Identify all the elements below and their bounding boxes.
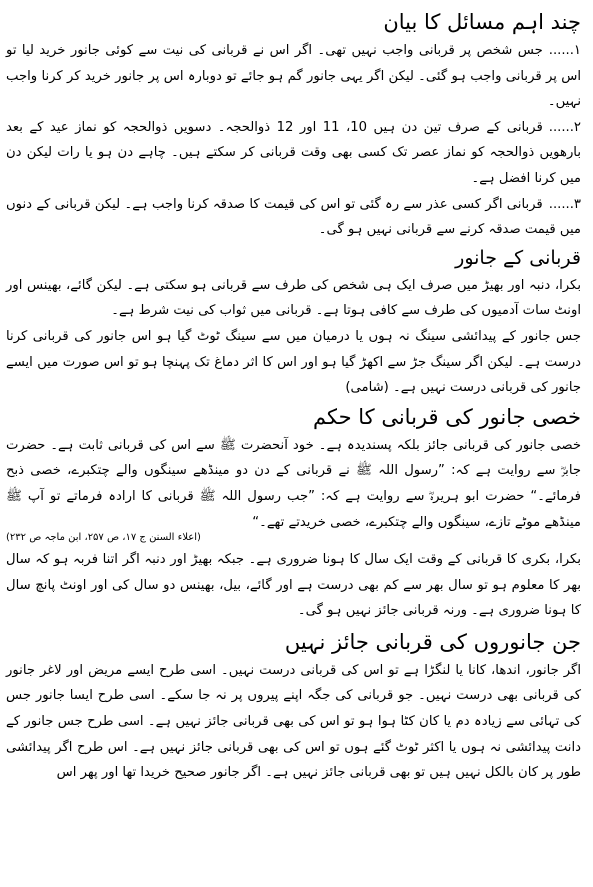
section-heading-not-allowed: جن جانوروں کی قربانی جائز نہیں	[284, 629, 581, 654]
issue-number: ۳......	[548, 196, 581, 212]
age-paragraph: بکرا، بکری کا قربانی کے وقت ایک سال کا ہونا ضروری ہے۔ جبکہ بھیڑ اور دنبہ اگر اتنا فربہ ہو کہ سال بھر کا معلوم ہو تو سال بھر سے کم بھی درست ہے اور گائے، بیل، بھینس دو سال کی اور اونٹ پانچ سال کا ہونا ضروری ہے۔ ورنہ قربانی جائز نہیں ہو گی۔	[6, 552, 581, 619]
animals-paragraph-1: بکرا، دنبہ اور بھیڑ میں صرف ایک ہی شخص کی طرف سے قربانی ہو سکتی ہے۔ لیکن گائے، بھینس اور اونٹ سات آدمیوں کی طرف سے کافی ہوتا ہے۔ قربانی میں ثواب کی نیت شرط ہے۔	[6, 277, 581, 319]
issue-number: ۲......	[548, 119, 582, 135]
section-heading-animals: قربانی کے جانور	[455, 246, 581, 269]
animals-paragraph-2: جس جانور کے پیدائشی سینگ نہ ہوں یا درمیان میں سے سینگ ٹوٹ گیا ہو اس جانور کی قربانی کرنا درست ہے۔ لیکن اگر سینگ جڑ سے اکھڑ گیا ہو اور اس کا اثر دماغ تک پہنچا ہو تو اس صورت میں ایسے جانور کی قربانی درست نہیں ہے۔ (شامی)	[6, 328, 581, 396]
issue-text: جس شخص پر قربانی واجب نہیں تھی۔ اگر اس نے قربانی کی نیت سے کوئی جانور خرید لیا تو اس پر قربانی واجب ہو گئی۔ لیکن اگر یہی جانور گم ہو جائے تو دوبارہ اس پر جانور خرید کر کرنا واجب نہیں۔	[6, 43, 581, 110]
issue-paragraph-3	[6, 192, 581, 243]
issue-number: ۱......	[548, 43, 581, 58]
issue-text: قربانی اگر کسی عذر سے رہ گئی تو اس کی قیمت کا صدقہ کرنا واجب ہے۔ لیکن قربانی کے دنوں میں قیمت صدقہ کرنے سے قربانی نہیں ہو گی۔	[6, 196, 581, 238]
castrated-paragraph-1: خصی جانور کی قربانی جائز بلکہ پسندیدہ ہے۔ خود آنحضرت ﷺ سے اس کی قربانی ثابت ہے۔ حضرت جابرؓ سے روایت ہے کہ: ”رسول اللہ ﷺ نے قربانی کے دن دو مینڈھے سینگوں والے چتکبرے، خصی ذبح فرمائے۔“ حضرت ابو ہریرہؓ سے روایت ہے کہ: ”جب رسول اللہ ﷺ قربانی کا ارادہ فرماتے تو آپ ﷺ مینڈھے موٹے تازے، سینگوں والے چتکبرے، خصی خریدتے تھے۔“	[6, 437, 581, 530]
issue-text: قربانی کے صرف تین دن ہیں 10، 11 اور 12 ذوالحجہ۔ دسویں ذوالحجہ کو نماز عید کے بعد بارھویں ذوالحجہ کو نماز عصر تک کسی بھی وقت قربانی کر سکتے ہیں۔ چاہے دن ہو یا رات لیکن دن میں کرنا افضل ہے۔	[6, 119, 581, 186]
section-heading-issues: چند اہم مسائل کا بیان	[383, 10, 581, 34]
not-allowed-paragraph: اگر جانور، اندھا، کانا یا لنگڑا ہے تو اس کی قربانی درست نہیں۔ اسی طرح ایسے مریض اور لاغر جانور کی قربانی بھی درست نہیں۔ جو قربانی کی جگہ اپنے پیروں پر نہ جا سکے۔ اسی طرح ایسا جانور جس کی تہائی سے زیادہ دم یا کان کٹا ہوا ہو تو اس کی بھی قربانی جائز نہیں ہے۔ اسی طرح جس جانور کے دانت پیدائشی نہ ہوں یا اکثر ٹوٹ گئے ہوں تو اس کی بھی قربانی جائز نہیں ہے۔ اس طرح اگر پیدائشی طور پر کان بالکل نہیں ہیں تو بھی قربانی جائز نہیں ہے۔ اگر جانور صحیح خریدا تھا اور پھر اس	[6, 662, 581, 781]
reference-citation: (اعلاء السنن ج ۱۷، ص ۲۵۷، ابن ماجہ ص ۲۳۲)	[6, 532, 201, 544]
section-heading-castrated: خصی جانور کی قربانی کا حکم	[313, 404, 581, 429]
issue-paragraph-1	[6, 38, 581, 115]
issue-paragraph-2	[6, 115, 581, 192]
